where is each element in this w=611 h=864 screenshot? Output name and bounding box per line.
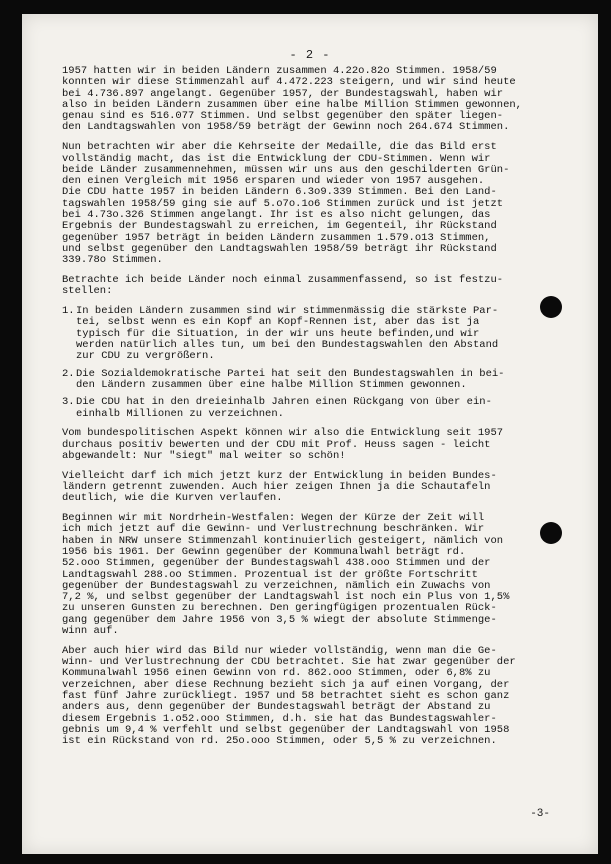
paragraph: Vielleicht darf ich mich jetzt kurz der Entwicklung in beiden Bundes- ländern getrennt zuwenden. Auch hier zeigen Ihnen ja die Schautafeln deutlich, wie die Kurven verlaufen. xyxy=(62,469,497,505)
next-page-marker: -3- xyxy=(530,808,550,820)
paragraph: Aber auch hier wird das Bild nur wieder vollständig, wenn man die Ge- winn- und Verlustrechnung der CDU betrachtet. Sie hat zwar gegenüber der Kommunalwahl 1956 einen Gewinn von rd. 862.ooo Stimmen, oder 6,8% zu verzeichnen, aber diese Rechnung bezieht sich ja auf einen Vorgang, der fast fünf Jahre zurückliegt. 1957 und 58 betrachtet sieht es schon ganz anders aus, denn gegenüber der Bundestagswahl beträgt der Abstand zu diesem Ergebnis 1.o52.ooo Stimmen, d.h. sie hat das Bundestagswahler- gebnis um 9,4 % verfehlt und selbst gegenüber der Landtagswahl von 1958 ist ein Rückstand von rd. 25o.ooo Stimmen, oder 5,5 % zu verzeichnen. xyxy=(62,644,516,748)
page-number: - 2 - xyxy=(289,48,331,62)
paragraph: Vom bundespolitischen Aspekt können wir also die Entwicklung seit 1957 durchaus positiv bewerten und der CDU mit Prof. Heuss sagen - leicht abgewandelt: Nur "siegt" mal weiter so schön! xyxy=(62,427,504,462)
list-item xyxy=(62,397,576,420)
paragraph: Beginnen wir mit Nordrhein-Westfalen: Wegen der Kürze der Zeit will ich mich jetzt auf die Gewinn- und Verlustrechnung beschränken. Wir haben in NRW unsere Stimmenzahl kontinuierlich gesteigert, nämlich von 1956 bis 1961. Der Gewinn gegenüber der Kommunalwahl beträgt rd. 52.ooo Stimmen, gegenüber der Bundestagswahl 438.ooo Stimmen und der Landtagswahl 288.oo Stimmen. Prozentual ist der größte Fortschritt gegenüber der Bundestagswahl zu verzeichnen, nämlich ein Zuwachs von 7,2 %, und selbst gegenüber der Landtagswahl ist noch ein Plus von 1,5% zu unseren Gunsten zu berechnen. Den geringfügigen prozentualen Rück- gang gegenüber dem Jahre 1956 von 3,5 % wiegt der absolute Stimmengе- winn auf. xyxy=(62,512,510,638)
document-page xyxy=(22,14,598,854)
paragraph: Nun betrachten wir aber die Kehrseite der Medaille, die das Bild erst vollständig macht, das ist die Entwicklung der CDU-Stimmen. Wenn wir beide Länder zusammennehmen, müssen wir uns aus den geschilderten Grün- den einen Vergleich mit 1956 ersparen und wieder von 1957 ausgehen. Die CDU hatte 1957 in beiden Ländern 6.3o9.339 Stimmen. Bei den Land- tagswahlen 1958/59 ging sie auf 5.o7o.1o6 Stimmen zurück und ist jetzt bei 4.73o.326 Stimmen angelangt. Ihr ist es also nicht gelungen, das Ergebnis der Bundestagswahl zu erreichen, im Gegenteil, ihr Rückstand gegenüber 1957 beträgt in beiden Ländern zusammen 1.579.o13 Stimmen, und selbst gegenüber den Landtagswahlen 1958/59 beträgt ihr Rückstand 339.78o Stimmen. xyxy=(62,141,510,267)
paragraph: 1957 hatten wir in beiden Ländern zusammen 4.22o.82o Stimmen. 1958/59 konnten wir diese Stimmenzahl auf 4.472.223 steigern, und wir sind heute bei 4.736.897 angelangt. Gegenüber 1957, der Bundestagswahl, haben wir also in beiden Ländern zusammen über eine halbe Million Stimmen gewonnen, genau sind es 516.077 Stimmen. Und selbst gegenüber den später liegen- den Landtagswahlen von 1958/59 beträgt der Gewinn noch 264.674 Stimmen. xyxy=(62,65,522,134)
list-number: 1. xyxy=(62,305,75,318)
list-item xyxy=(62,306,576,362)
list-text: Die CDU hat in den dreieinhalb Jahren einen Rückgang von über ein- einhalb Millionen zu verzeichnen. xyxy=(76,396,492,420)
list-item xyxy=(62,369,576,392)
list-text: In beiden Ländern zusammen sind wir stimmenmässig die stärkste Par- tei, selbst wenn es ein Kopf an Kopf-Rennen ist, aber das ist ja typisch für die Situation, in der wir uns heute befinden,und wir werden natürlich alles tun, um bei den Bundestagswahlen den Abstand zur CDU zu vergrößern. xyxy=(76,305,499,363)
list-number: 2. xyxy=(62,367,75,380)
summary-list xyxy=(62,306,576,420)
punch-hole xyxy=(540,522,562,544)
punch-hole xyxy=(540,296,562,318)
list-number: 3. xyxy=(62,396,75,409)
list-text: Die Sozialdemokratische Partei hat seit den Bundestagswahlen in bei- den Ländern zusammen über eine halbe Million Stimmen gewonnen. xyxy=(76,367,505,391)
body-text xyxy=(62,66,576,756)
paragraph: Betrachte ich beide Länder noch einmal zusammenfassend, so ist festzu- stellen: xyxy=(62,274,504,298)
